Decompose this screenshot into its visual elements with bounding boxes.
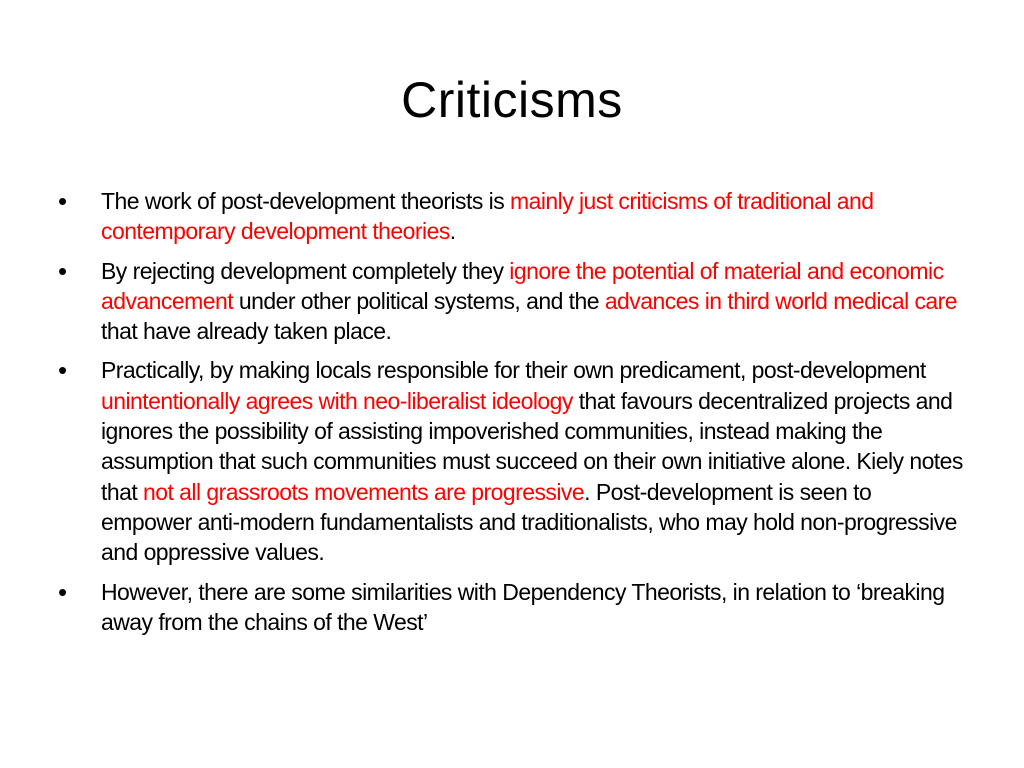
bullet-text bbox=[101, 258, 957, 345]
text-segment: The work of post-development theorists is bbox=[101, 188, 510, 214]
bullet-point-icon: • bbox=[58, 255, 67, 286]
highlighted-text-segment: ignore the potential of material and economic advancement bbox=[101, 257, 944, 314]
text-segment: that favours decentralized projects and ignores the possibility of assisting impoverished communities, instead making the assumption that such communities must succeed on their own initiative alone. Kiely notes that bbox=[101, 387, 963, 505]
bullet-item bbox=[58, 355, 964, 567]
bullet-item bbox=[58, 186, 964, 247]
bullet-point-icon: • bbox=[58, 186, 67, 216]
text-segment: By rejecting development completely they bbox=[101, 257, 510, 284]
bullet-item bbox=[58, 577, 964, 638]
highlighted-text-segment: mainly just criticisms of traditional and contemporary development theories bbox=[101, 188, 874, 245]
text-segment: under other political systems, and the bbox=[233, 287, 605, 314]
highlighted-text-segment: advances in third world medical care bbox=[604, 287, 958, 314]
highlighted-text-segment: unintentionally agrees with neo-liberalist ideology bbox=[101, 387, 573, 414]
text-segment: . Post-development is seen to empower anti-modern fundamentalists and traditionalists, who may hold non-progressive and oppressive values. bbox=[101, 478, 957, 566]
bullet-text bbox=[101, 357, 963, 565]
bullet-text bbox=[101, 579, 944, 635]
bullet-item bbox=[58, 256, 964, 347]
bullet-text bbox=[101, 188, 873, 244]
text-segment: that have already taken place. bbox=[101, 318, 392, 345]
bullet-point-icon: • bbox=[58, 355, 67, 386]
bullet-point-icon: • bbox=[58, 576, 67, 607]
text-segment: However, there are some similarities with Dependency Theorists, in relation to ‘breaking away from the chains of the West’ bbox=[101, 578, 945, 635]
text-segment: Practically, by making locals responsible for their own predicament, post-development bbox=[101, 357, 926, 384]
highlighted-text-segment: not all grassroots movements are progressive bbox=[143, 478, 585, 505]
slide-title: Criticisms bbox=[401, 72, 623, 128]
bullet-list bbox=[58, 186, 964, 646]
text-segment: . bbox=[449, 218, 456, 245]
